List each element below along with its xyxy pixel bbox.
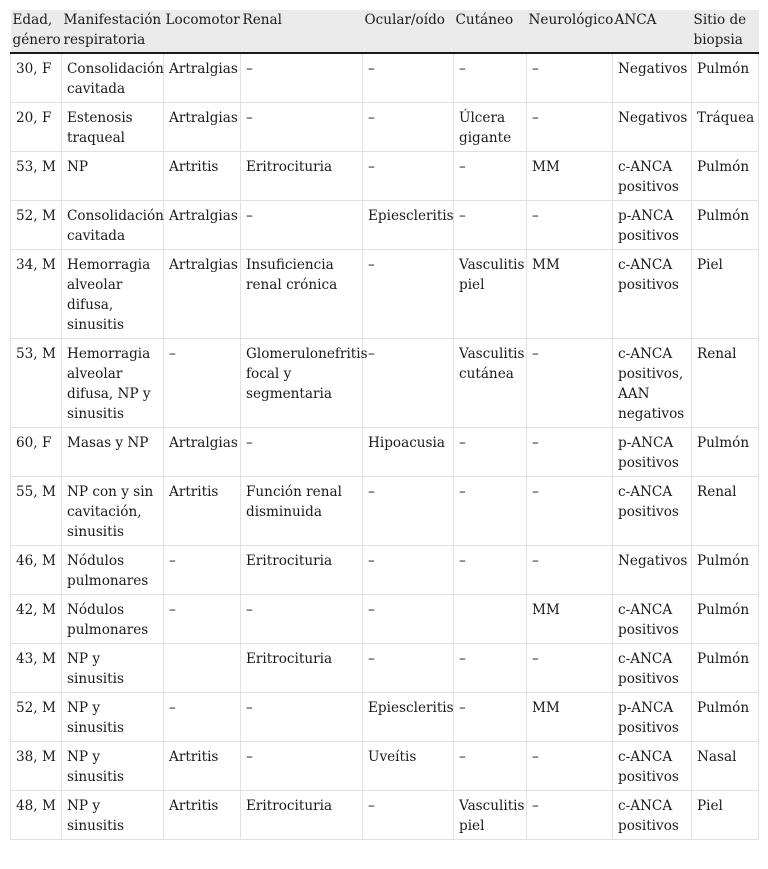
cell-respiratoria: NP y sinusitis	[62, 742, 164, 791]
cell-locomotor: Artritis	[164, 742, 241, 791]
cell-renal: Eritrocituria	[241, 644, 363, 693]
cell-ocular-oido: –	[363, 595, 454, 644]
cell-cutaneo: –	[454, 201, 527, 250]
cell-sitio-biopsia: Pulmón	[692, 152, 759, 201]
header-edad-genero: Edad, género	[11, 10, 62, 53]
cell-sitio-biopsia: Pulmón	[692, 693, 759, 742]
cell-cutaneo: –	[454, 693, 527, 742]
cell-edad-genero: 60, F	[11, 428, 62, 477]
table-row	[11, 693, 759, 742]
cell-ocular-oido: –	[363, 103, 454, 152]
cell-anca: c-ANCA positivos	[613, 742, 692, 791]
cell-respiratoria: NP y sinusitis	[62, 693, 164, 742]
cell-locomotor: Artralgias	[164, 201, 241, 250]
cell-respiratoria: NP y sinusitis	[62, 644, 164, 693]
cell-edad-genero: 30, F	[11, 53, 62, 103]
cell-ocular-oido: –	[363, 644, 454, 693]
cell-sitio-biopsia: Piel	[692, 791, 759, 840]
table-row	[11, 250, 759, 339]
cell-anca: c-ANCA positivos	[613, 152, 692, 201]
cell-cutaneo: Úlcera gigante	[454, 103, 527, 152]
cell-edad-genero: 52, M	[11, 693, 62, 742]
cell-edad-genero: 53, M	[11, 339, 62, 428]
cell-ocular-oido: –	[363, 250, 454, 339]
cell-ocular-oido: –	[363, 546, 454, 595]
cell-cutaneo: –	[454, 546, 527, 595]
cell-locomotor: Artralgias	[164, 53, 241, 103]
cell-ocular-oido: Epiescleritis	[363, 693, 454, 742]
header-anca: ANCA	[613, 10, 692, 53]
cell-anca: c-ANCA positivos	[613, 477, 692, 546]
cell-cutaneo: Vasculitis cutánea	[454, 339, 527, 428]
table-row	[11, 477, 759, 546]
cell-respiratoria: Nódulos pulmonares	[62, 546, 164, 595]
cell-edad-genero: 43, M	[11, 644, 62, 693]
cell-renal: –	[241, 201, 363, 250]
cell-respiratoria: Masas y NP	[62, 428, 164, 477]
cell-neurologico: –	[527, 791, 613, 840]
cell-anca: c-ANCA positivos, AAN negativos	[613, 339, 692, 428]
table-row	[11, 53, 759, 103]
cell-renal: Eritrocituria	[241, 791, 363, 840]
cell-renal: –	[241, 595, 363, 644]
cell-locomotor: –	[164, 595, 241, 644]
cell-respiratoria: Consolidación cavitada	[62, 53, 164, 103]
cell-edad-genero: 46, M	[11, 546, 62, 595]
cell-sitio-biopsia: Pulmón	[692, 546, 759, 595]
cell-neurologico: MM	[527, 250, 613, 339]
cell-sitio-biopsia: Renal	[692, 339, 759, 428]
cell-neurologico: –	[527, 201, 613, 250]
table-row	[11, 339, 759, 428]
cell-neurologico: MM	[527, 152, 613, 201]
cell-edad-genero: 42, M	[11, 595, 62, 644]
cell-edad-genero: 38, M	[11, 742, 62, 791]
table-header	[11, 10, 759, 53]
cell-neurologico: –	[527, 53, 613, 103]
cell-sitio-biopsia: Renal	[692, 477, 759, 546]
cell-cutaneo: –	[454, 152, 527, 201]
table-row	[11, 152, 759, 201]
cell-renal: Glomerulonefritis focal y segmentaria	[241, 339, 363, 428]
cell-sitio-biopsia: Pulmón	[692, 53, 759, 103]
cell-edad-genero: 52, M	[11, 201, 62, 250]
header-sitio-biopsia: Sitio de biopsia	[692, 10, 759, 53]
cell-sitio-biopsia: Pulmón	[692, 644, 759, 693]
cell-anca: c-ANCA positivos	[613, 791, 692, 840]
table-container	[10, 10, 758, 840]
cell-anca: c-ANCA positivos	[613, 595, 692, 644]
cell-anca: c-ANCA positivos	[613, 644, 692, 693]
cell-locomotor: Artritis	[164, 791, 241, 840]
cell-neurologico: –	[527, 546, 613, 595]
cell-ocular-oido: –	[363, 791, 454, 840]
header-locomotor: Locomotor	[164, 10, 241, 53]
cell-ocular-oido: –	[363, 477, 454, 546]
cell-locomotor: –	[164, 546, 241, 595]
cell-respiratoria: NP y sinusitis	[62, 791, 164, 840]
cell-anca: p-ANCA positivos	[613, 428, 692, 477]
cell-cutaneo	[454, 595, 527, 644]
table-row	[11, 791, 759, 840]
cell-locomotor: Artralgias	[164, 428, 241, 477]
cell-ocular-oido: –	[363, 53, 454, 103]
cell-respiratoria: NP con y sin cavitación, sinusitis	[62, 477, 164, 546]
cell-renal: Función renal disminuida	[241, 477, 363, 546]
cell-respiratoria: Hemorragia alveolar difusa, sinusitis	[62, 250, 164, 339]
table-row	[11, 103, 759, 152]
cell-renal: Insuficiencia renal crónica	[241, 250, 363, 339]
cell-neurologico: MM	[527, 595, 613, 644]
header-manifestacion-respiratoria: Manifestación respiratoria	[62, 10, 164, 53]
cell-anca: Negativos	[613, 546, 692, 595]
cell-edad-genero: 53, M	[11, 152, 62, 201]
cell-anca: p-ANCA positivos	[613, 693, 692, 742]
cell-locomotor: –	[164, 339, 241, 428]
cell-edad-genero: 48, M	[11, 791, 62, 840]
table-row	[11, 201, 759, 250]
cell-ocular-oido: –	[363, 152, 454, 201]
cell-sitio-biopsia: Pulmón	[692, 428, 759, 477]
cell-cutaneo: –	[454, 53, 527, 103]
cell-neurologico: –	[527, 428, 613, 477]
cell-cutaneo: –	[454, 644, 527, 693]
cell-renal: –	[241, 103, 363, 152]
cell-edad-genero: 55, M	[11, 477, 62, 546]
table-row	[11, 595, 759, 644]
cell-cutaneo: Vasculitis piel	[454, 791, 527, 840]
cell-renal: Eritrocituria	[241, 152, 363, 201]
cell-ocular-oido: Epiescleritis	[363, 201, 454, 250]
cell-ocular-oido: –	[363, 339, 454, 428]
cell-neurologico: –	[527, 742, 613, 791]
header-cutaneo: Cutáneo	[454, 10, 527, 53]
cell-cutaneo: –	[454, 428, 527, 477]
header-renal: Renal	[241, 10, 363, 53]
cell-anca: p-ANCA positivos	[613, 201, 692, 250]
cell-anca: Negativos	[613, 103, 692, 152]
table-row	[11, 644, 759, 693]
cell-locomotor: Artralgias	[164, 103, 241, 152]
cell-neurologico: –	[527, 339, 613, 428]
cell-locomotor	[164, 644, 241, 693]
header-neurologico: Neurológico	[527, 10, 613, 53]
cell-anca: c-ANCA positivos	[613, 250, 692, 339]
table-body	[11, 53, 759, 840]
cell-respiratoria: Consolidación cavitada	[62, 201, 164, 250]
cell-renal: –	[241, 693, 363, 742]
cell-sitio-biopsia: Piel	[692, 250, 759, 339]
header-ocular-oido: Ocular/oído	[363, 10, 454, 53]
cell-ocular-oido: Hipoacusia	[363, 428, 454, 477]
cell-respiratoria: Estenosis traqueal	[62, 103, 164, 152]
cell-sitio-biopsia: Tráquea	[692, 103, 759, 152]
header-row	[11, 10, 759, 53]
cell-renal: Eritrocituria	[241, 546, 363, 595]
cell-anca: Negativos	[613, 53, 692, 103]
cell-renal: –	[241, 428, 363, 477]
cell-respiratoria: Hemorragia alveolar difusa, NP y sinusitis	[62, 339, 164, 428]
cell-neurologico: –	[527, 103, 613, 152]
cell-cutaneo: Vasculitis piel	[454, 250, 527, 339]
cell-locomotor: –	[164, 693, 241, 742]
table-row	[11, 546, 759, 595]
table-row	[11, 742, 759, 791]
cell-renal: –	[241, 53, 363, 103]
cell-locomotor: Artritis	[164, 477, 241, 546]
cell-cutaneo: –	[454, 477, 527, 546]
cell-sitio-biopsia: Pulmón	[692, 595, 759, 644]
clinical-table	[10, 10, 759, 840]
cell-neurologico: –	[527, 477, 613, 546]
cell-neurologico: MM	[527, 693, 613, 742]
cell-respiratoria: Nódulos pulmonares	[62, 595, 164, 644]
cell-renal: –	[241, 742, 363, 791]
cell-sitio-biopsia: Pulmón	[692, 201, 759, 250]
cell-cutaneo: –	[454, 742, 527, 791]
cell-ocular-oido: Uveítis	[363, 742, 454, 791]
cell-neurologico: –	[527, 644, 613, 693]
cell-edad-genero: 20, F	[11, 103, 62, 152]
table-row	[11, 428, 759, 477]
cell-locomotor: Artralgias	[164, 250, 241, 339]
cell-respiratoria: NP	[62, 152, 164, 201]
cell-locomotor: Artritis	[164, 152, 241, 201]
cell-sitio-biopsia: Nasal	[692, 742, 759, 791]
cell-edad-genero: 34, M	[11, 250, 62, 339]
